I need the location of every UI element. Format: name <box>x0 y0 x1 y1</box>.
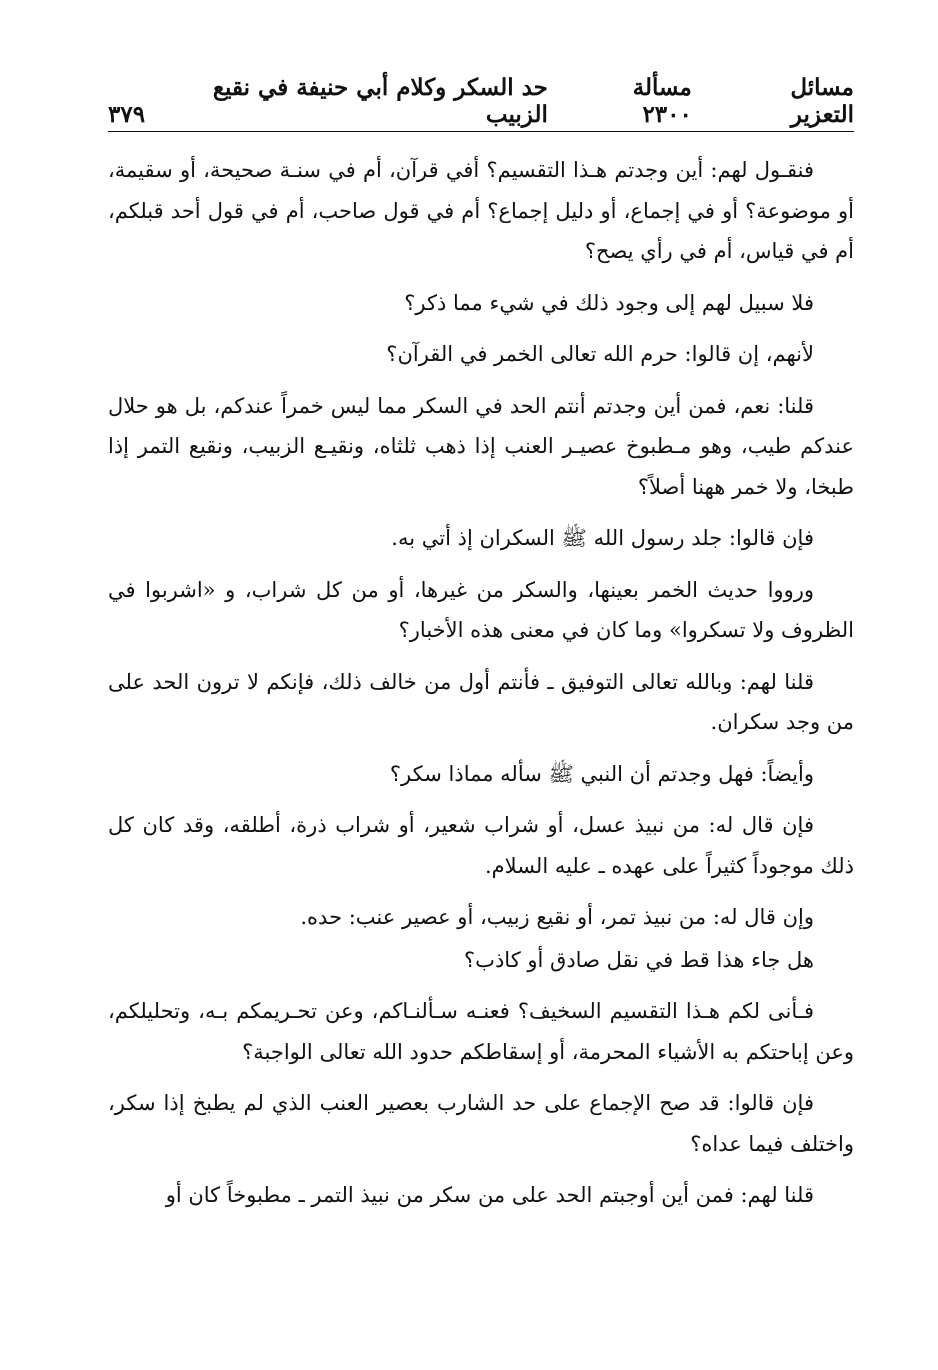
paragraph: وإن قال له: من نبيذ تمر، أو نقيع زبيب، أو عصير عنب: حده. <box>300 905 814 929</box>
running-title <box>145 74 854 128</box>
paragraph: فإن قال له: من نبيذ عسل، أو شراب شعير، أو شراب ذرة، أطلقه، وقد كان كل ذلك موجوداً كثيراً على عهده ـ عليه السلام. <box>108 813 854 878</box>
running-header <box>108 74 854 128</box>
paragraph: فإن قالوا: قد صح الإجماع على حد الشارب بعصير العنب الذي لم يطبخ إذا سكر، واختلف فيما عداه؟ <box>108 1091 854 1156</box>
paragraph: قلنا لهم: وبالله تعالى التوفيق ـ فأنتم أول من خالف ذلك، فإنكم لا ترون الحد على من وجد سكران. <box>108 669 854 734</box>
paragraph: قلنا لهم: فمن أين أوجبتم الحد على من سكر من نبيذ التمر ـ مطبوخاً كان أو <box>165 1183 814 1207</box>
paragraph: هل جاء هذا قط في نقل صادق أو كاذب؟ <box>464 947 814 972</box>
issue-number: مسألة ٢٣٠٠ <box>632 74 692 128</box>
paragraph: فنقـول لهم: أين وجدتم هـذا التقسيم؟ أفي قرآن، أم في سنـة صحيحة، أو سقيمة، أو موضوعة؟ أو في إجماع، أو دليل إجماع؟ أم في قول صاحب، أم في قول أحد قبلكم، أم في قياس، أم في رأي يصح؟ <box>108 158 854 263</box>
paragraph: فـأنى لكم هـذا التقسيم السخيف؟ فعنـه سـألنـاكم، وعن تحـريمكم بـه، وتحليلكم، وعن إباحتكم به الأشياء المحرمة، أو إسقاطكم حدود الله تعالى الواجبة؟ <box>108 999 854 1064</box>
paragraph: ورووا حديث الخمر بعينها، والسكر من غيرها، أو من كل شراب، و «اشربوا في الظروف ولا تسكروا» وما كان في معنى هذه الأخبار؟ <box>108 577 854 642</box>
paragraph: وأيضاً: فهل وجدتم أن النبي ﷺ سأله مماذا سكر؟ <box>389 761 814 786</box>
header-rule <box>108 131 854 132</box>
paragraph: فلا سبيل لهم إلى وجود ذلك في شيء مما ذكر؟ <box>404 290 814 315</box>
paragraph: فإن قالوا: جلد رسول الله ﷺ السكران إذ أتي به. <box>391 526 814 550</box>
paragraph: قلنا: نعم، فمن أين وجدتم أنتم الحد في السكر مما ليس خمراً عندكم، بل هو حلال عندكم طيب، وهو مـطبوخ عصيـر العنب إذا ذهب ثلثاه، ونقيـع الزبيب، ونقيع التمر إذا طبخا، ولا خمر ههنا أصلاً؟ <box>108 393 854 499</box>
page-body <box>108 150 854 1227</box>
section-title: مسائل التعزير <box>790 74 854 128</box>
page-number: ٣٧٩ <box>108 101 146 128</box>
paragraph: لأنهم، إن قالوا: حرم الله تعالى الخمر في القرآن؟ <box>386 342 814 366</box>
chapter-title: حد السكر وكلام أبي حنيفة في نقيع الزبيب <box>212 74 548 128</box>
